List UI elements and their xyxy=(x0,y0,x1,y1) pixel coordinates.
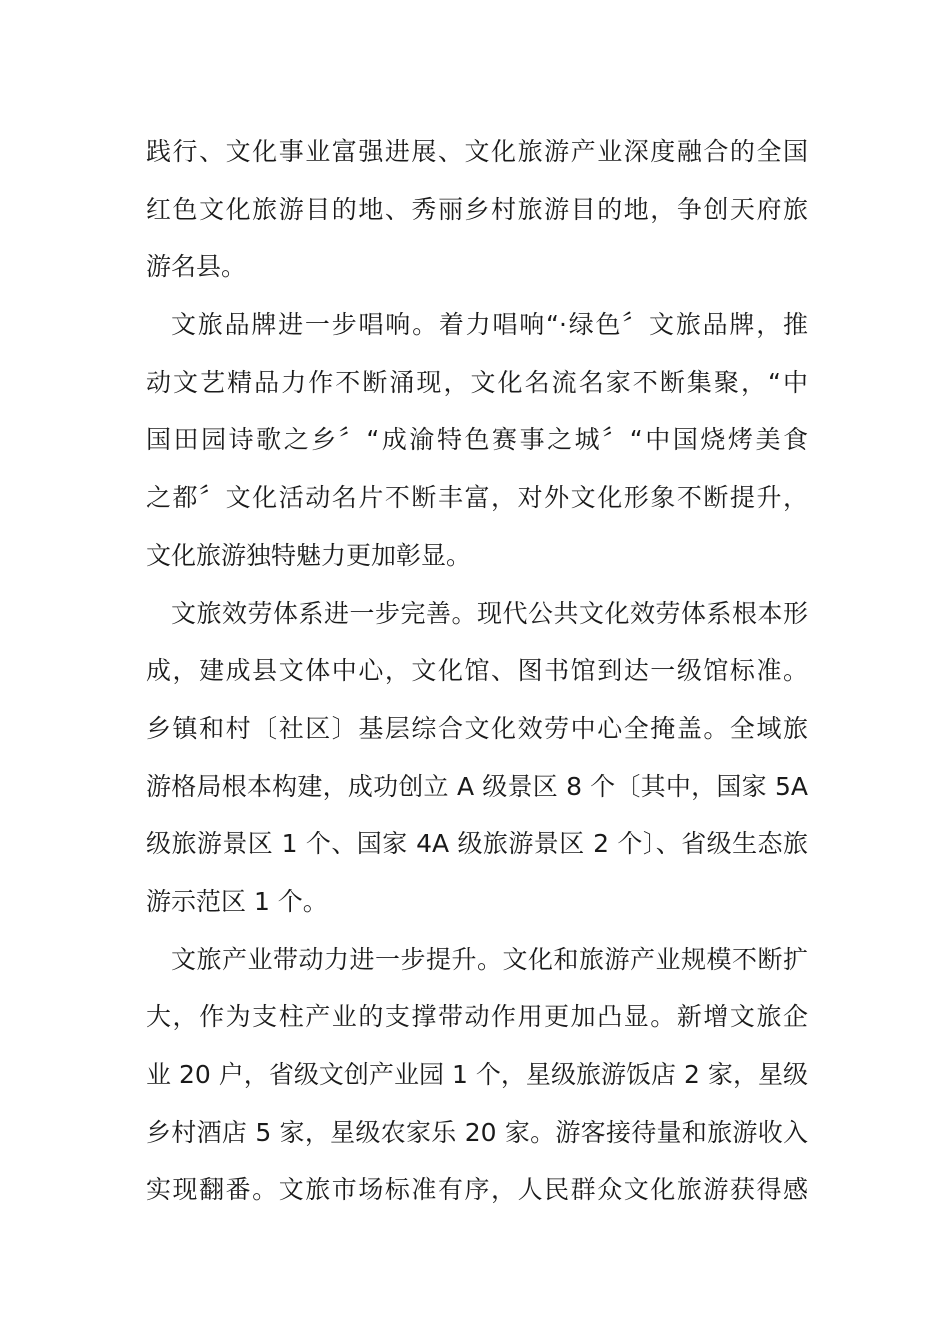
text-line: 文旅品牌进一步唱响。着力唱响“·绿色〞文旅品牌，推 xyxy=(171,310,808,340)
text-line: 实现翻番。文旅市场标准有序，人民群众文化旅游获得感 xyxy=(146,1175,808,1205)
paragraph-industry xyxy=(146,931,808,1219)
text-line: 大，作为支柱产业的支撑带动作用更加凸显。新增文旅企 xyxy=(146,1002,808,1032)
text-line: 动文艺精品力作不断涌现，文化名流名家不断集聚，“中 xyxy=(146,367,808,397)
body-text xyxy=(146,123,808,1219)
text-line: 成，建成县文体中心，文化馆、图书馆到达一级馆标准。 xyxy=(146,656,808,686)
text-line: 游示范区 1 个。 xyxy=(146,886,328,916)
text-line: 级旅游景区 1 个、国家 4A 级旅游景区 2 个〕、省级生态旅 xyxy=(146,829,808,859)
paragraph-brand xyxy=(146,296,808,584)
text-line: 文旅产业带动力进一步提升。文化和旅游产业规模不断扩 xyxy=(171,944,808,974)
text-line: 游格局根本构建，成功创立 A 级景区 8 个〔其中，国家 5A xyxy=(146,771,808,801)
text-line: 红色文化旅游目的地、秀丽乡村旅游目的地，争创天府旅 xyxy=(146,194,808,224)
text-line: 之都〞文化活动名片不断丰富，对外文化形象不断提升， xyxy=(146,483,808,513)
text-line: 践行、文化事业富强进展、文化旅游产业深度融合的全国 xyxy=(146,137,808,166)
text-line: 文化旅游独特魅力更加彰显。 xyxy=(146,540,472,570)
text-line: 业 20 户，省级文创产业园 1 个，星级旅游饭店 2 家，星级 xyxy=(146,1060,808,1089)
text-line: 国田园诗歌之乡〞“成渝特色赛事之城〞“中国烧烤美食 xyxy=(146,425,808,455)
text-line: 游名县。 xyxy=(146,252,247,282)
text-line: 乡镇和村〔社区〕基层综合文化效劳中心全掩盖。全域旅 xyxy=(146,713,808,743)
text-line: 乡村酒店 5 家，星级农家乐 20 家。游客接待量和旅游收入 xyxy=(146,1117,808,1147)
paragraph-intro-continuation xyxy=(146,123,808,296)
paragraph-service-system xyxy=(146,585,808,931)
text-line: 文旅效劳体系进一步完善。现代公共文化效劳体系根本形 xyxy=(171,598,808,628)
